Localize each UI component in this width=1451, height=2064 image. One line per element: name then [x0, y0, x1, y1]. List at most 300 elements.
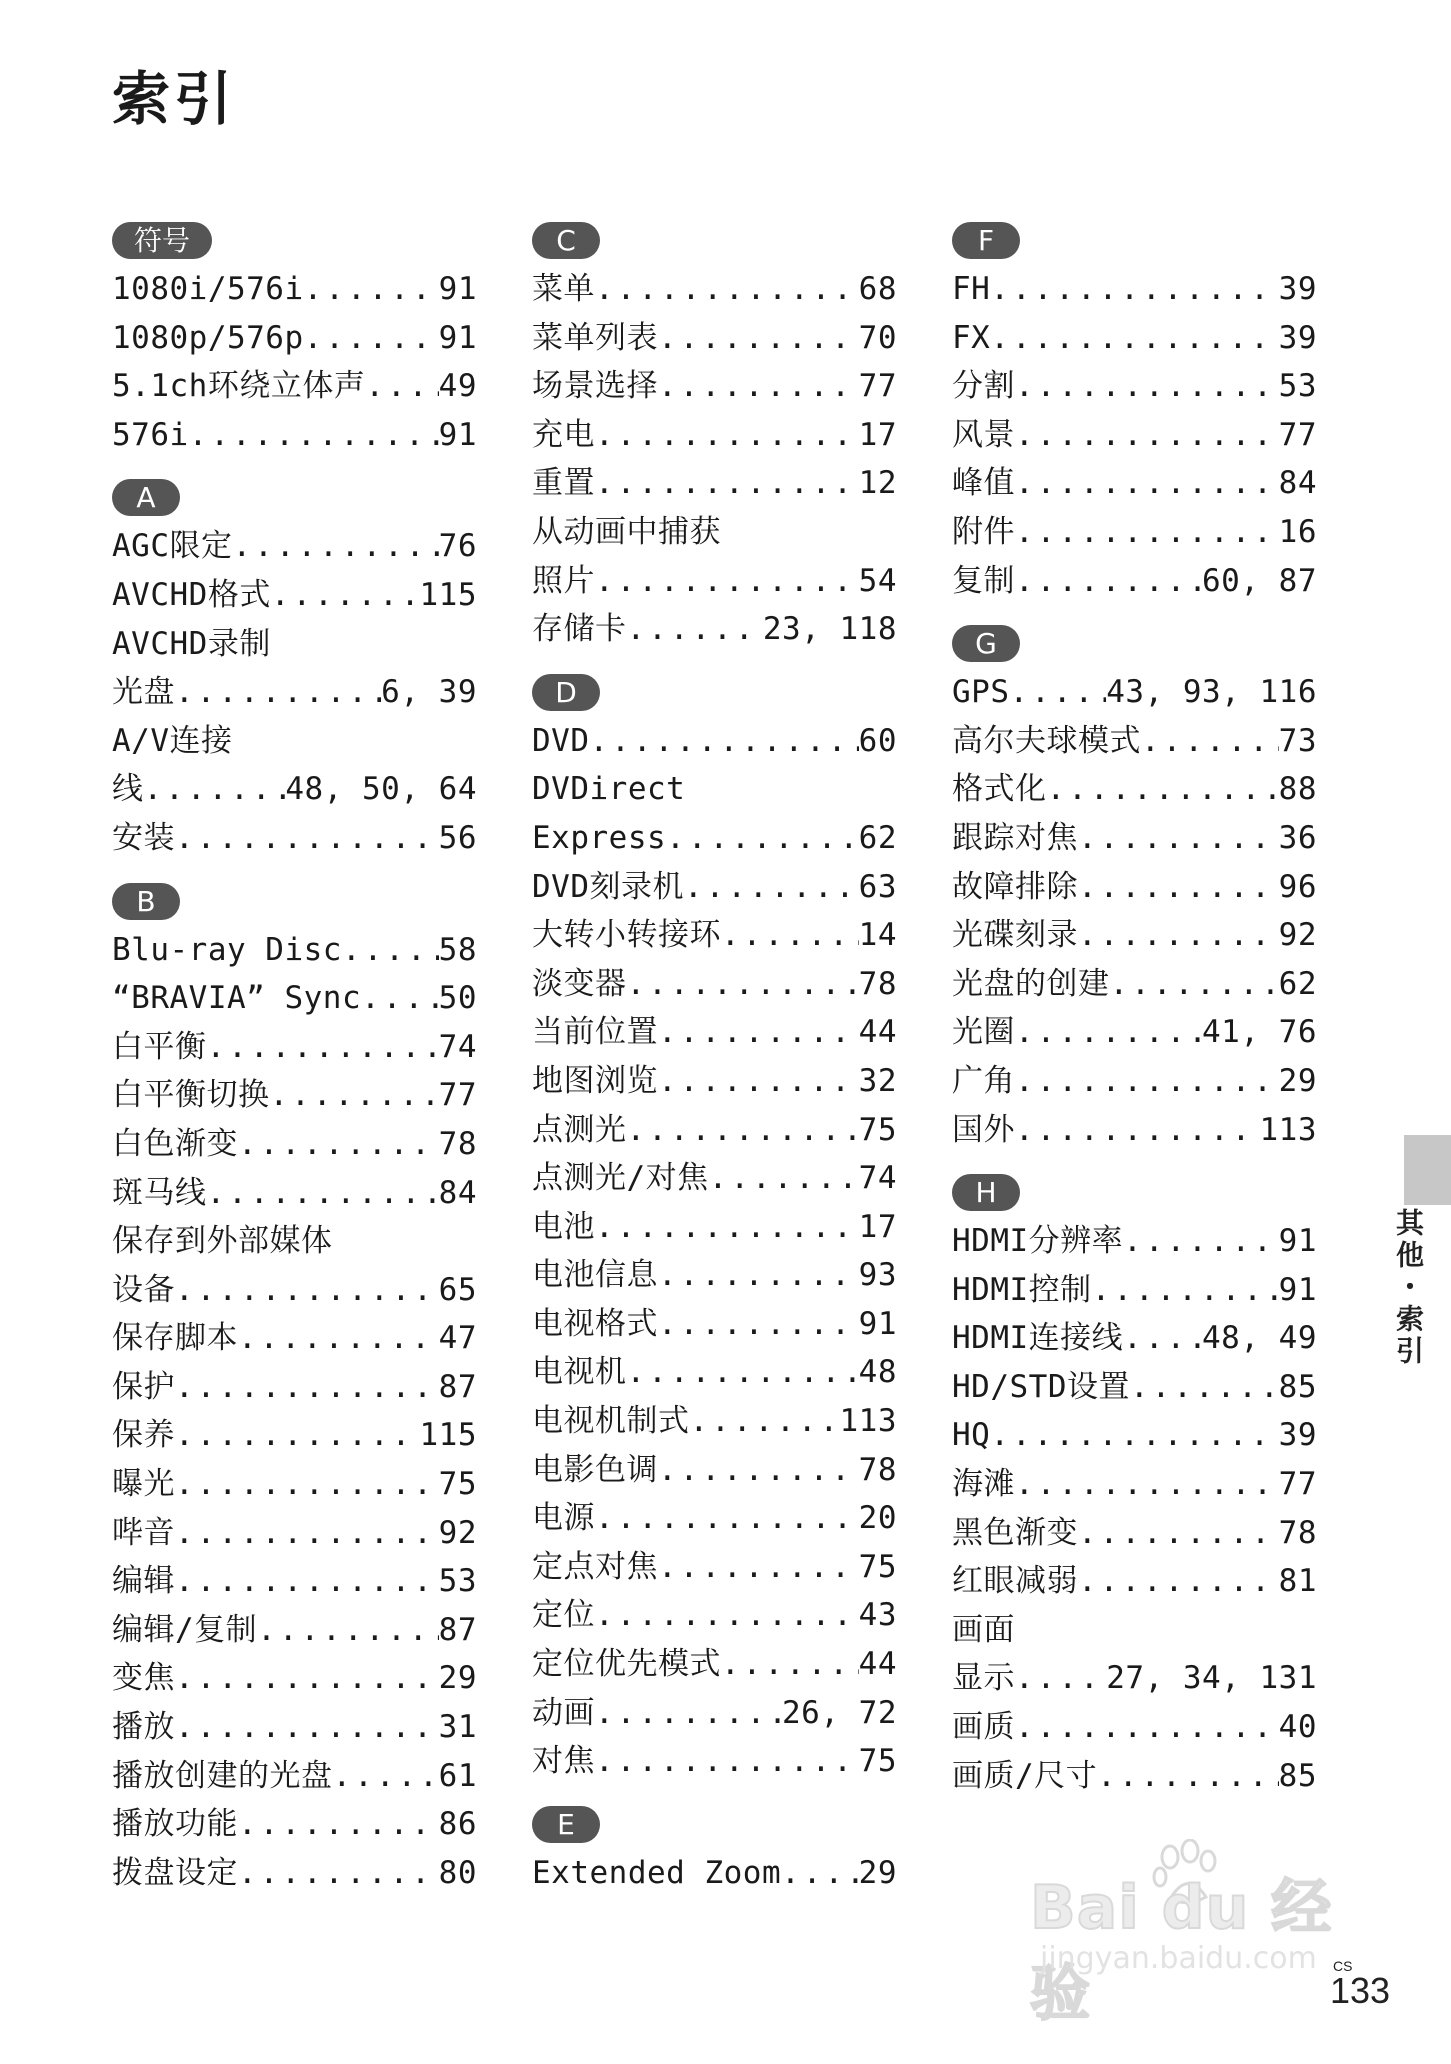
entry-page-ref: 26, 72 — [782, 1694, 897, 1731]
index-entry — [112, 265, 477, 314]
entry-row — [112, 571, 477, 620]
entry-term: 白色渐变 — [112, 1125, 238, 1162]
entry-page-ref: 53 — [1278, 368, 1317, 405]
dot-leader — [1015, 1008, 1202, 1057]
entry-row — [112, 1800, 477, 1849]
index-section — [532, 674, 897, 1786]
entry-row — [952, 314, 1317, 363]
index-entry — [952, 1411, 1317, 1460]
entry-page-ref: 39 — [1278, 319, 1317, 356]
entry-row — [952, 1106, 1317, 1155]
entry-term: 重置 — [532, 465, 595, 502]
entry-page-ref: 6, 39 — [381, 674, 477, 711]
entry-page-ref: 75 — [858, 1548, 897, 1585]
index-entry — [532, 1397, 897, 1446]
index-entry — [112, 1217, 477, 1314]
index-entry — [532, 1689, 897, 1738]
dot-leader — [595, 1203, 859, 1252]
dot-leader — [1092, 1266, 1279, 1315]
dot-leader — [595, 265, 859, 314]
entry-term: DVD刻录机 — [532, 868, 684, 905]
entry-row — [532, 717, 897, 766]
entry-row — [112, 1023, 477, 1072]
entry-row — [952, 557, 1317, 606]
entry-page-ref: 78 — [858, 965, 897, 1002]
index-entry — [532, 459, 897, 508]
entry-term: 照片 — [532, 562, 595, 599]
entry-row — [112, 1071, 477, 1120]
index-section — [112, 222, 477, 459]
entry-row — [952, 863, 1317, 912]
entry-term: 电视格式 — [532, 1305, 658, 1342]
entry-term: 编辑/复制 — [112, 1611, 258, 1648]
entry-row — [952, 1008, 1317, 1057]
entry-term: 当前位置 — [532, 1014, 658, 1051]
entry-term: 电源 — [532, 1500, 595, 1537]
index-entry — [952, 1217, 1317, 1266]
dot-leader — [595, 459, 859, 508]
dot-leader — [1015, 411, 1279, 460]
dot-leader — [658, 1057, 859, 1106]
entry-term: 定点对焦 — [532, 1548, 658, 1585]
dot-leader — [175, 814, 439, 863]
entry-row — [112, 1266, 477, 1315]
entry-term: 广角 — [952, 1062, 1015, 1099]
index-entry — [952, 717, 1317, 766]
index-entry — [952, 1057, 1317, 1106]
entry-term: 光盘 — [112, 674, 175, 711]
entry-row — [532, 960, 897, 1009]
entry-page-ref: 80 — [438, 1854, 477, 1891]
entry-term: 播放 — [112, 1709, 175, 1746]
entry-term: 保养 — [112, 1417, 175, 1454]
entry-page-ref: 91 — [438, 271, 477, 307]
entry-page-ref: 23, 118 — [762, 611, 897, 648]
entry-row — [952, 1460, 1317, 1509]
entry-term: GPS — [952, 674, 1010, 711]
dot-leader — [1123, 1217, 1279, 1266]
dot-leader — [1015, 508, 1279, 557]
entry-row — [952, 1654, 1317, 1703]
entry-term: 电视机制式 — [532, 1403, 690, 1440]
entry-page-ref: 92 — [438, 1514, 477, 1551]
index-entry — [112, 1411, 477, 1460]
index-entry — [112, 411, 477, 460]
index-entry — [952, 863, 1317, 912]
entry-row — [952, 717, 1317, 766]
dot-leader — [721, 1640, 859, 1689]
index-entry — [112, 522, 477, 571]
entry-row — [532, 1251, 897, 1300]
entry-row — [532, 1348, 897, 1397]
entry-row — [112, 1557, 477, 1606]
entry-term: 地图浏览 — [532, 1062, 658, 1099]
index-entry — [532, 1591, 897, 1640]
entry-row — [112, 1169, 477, 1218]
dot-leader — [1015, 362, 1279, 411]
index-section — [952, 222, 1317, 605]
entry-row — [112, 1509, 477, 1558]
entry-term: 白平衡 — [112, 1028, 207, 1065]
entry-row — [532, 1543, 897, 1592]
entry-page-ref: 62 — [1278, 965, 1317, 1002]
entry-term: 保存脚本 — [112, 1320, 238, 1357]
index-entry — [952, 1363, 1317, 1412]
entry-term: 跟踪对焦 — [952, 819, 1078, 856]
index-entry — [532, 362, 897, 411]
entry-page-ref: 12 — [858, 465, 897, 502]
index-entry — [952, 362, 1317, 411]
entry-page-ref: 91 — [1278, 1271, 1317, 1308]
dot-leader — [175, 1509, 439, 1558]
entry-term: 大转小转接环 — [532, 917, 721, 954]
entry-page-ref: 86 — [438, 1806, 477, 1843]
entry-page-ref: 85 — [1278, 1757, 1317, 1794]
dot-leader — [207, 1023, 439, 1072]
entry-term: 播放创建的光盘 — [112, 1757, 333, 1794]
entry-term: 格式化 — [952, 771, 1047, 808]
entry-row — [112, 1654, 477, 1703]
index-entry — [532, 1154, 897, 1203]
dot-leader — [1078, 1557, 1279, 1606]
entry-term: 画质 — [952, 1709, 1015, 1746]
index-entry — [112, 1120, 477, 1169]
entry-term: AVCHD格式 — [112, 576, 271, 613]
index-column-2 — [532, 222, 897, 1917]
dot-leader — [175, 1557, 439, 1606]
entry-row — [112, 1752, 477, 1801]
entry-page-ref: 50 — [438, 980, 477, 1017]
entry-page-ref: 70 — [858, 319, 897, 356]
entry-term-line: 画面 — [952, 1611, 1015, 1648]
index-entry — [952, 1106, 1317, 1155]
dot-leader — [257, 1606, 439, 1655]
page-title: 索引 — [112, 65, 237, 133]
entry-page-ref: 78 — [858, 1451, 897, 1488]
entry-row — [532, 411, 897, 460]
dot-leader — [627, 1106, 859, 1155]
index-entry — [532, 265, 897, 314]
entry-term: 国外 — [952, 1111, 1015, 1148]
entry-page-ref: 81 — [1278, 1563, 1317, 1600]
dot-leader — [342, 926, 439, 975]
side-tab — [1404, 1135, 1451, 1205]
entry-page-ref: 27, 34, 131 — [1106, 1660, 1317, 1697]
entry-term: 电影色调 — [532, 1451, 658, 1488]
dot-leader — [1015, 459, 1279, 508]
entry-row — [112, 362, 477, 411]
index-entry — [532, 765, 897, 862]
entry-row — [952, 1557, 1317, 1606]
entry-row — [112, 1606, 477, 1655]
entry-page-ref: 14 — [858, 917, 897, 954]
entry-row — [532, 557, 897, 606]
index-entry — [532, 1251, 897, 1300]
dot-leader — [175, 668, 381, 717]
entry-term: AGC限定 — [112, 528, 233, 565]
entry-page-ref: 115 — [419, 576, 477, 613]
entry-row — [952, 265, 1317, 314]
section-heading-badge: B — [112, 883, 180, 920]
dot-leader — [175, 1363, 439, 1412]
entry-term: 菜单 — [532, 271, 595, 307]
index-entry — [532, 1203, 897, 1252]
dot-leader — [1015, 1057, 1279, 1106]
entry-row — [112, 1363, 477, 1412]
entry-page-ref: 32 — [858, 1062, 897, 1099]
index-section — [112, 479, 477, 862]
entry-row — [532, 362, 897, 411]
entry-term: 光盘的创建 — [952, 965, 1110, 1002]
index-column-3 — [952, 222, 1317, 1820]
entry-page-ref: 65 — [438, 1271, 477, 1308]
dot-leader — [590, 717, 859, 766]
index-entry — [112, 1849, 477, 1898]
dot-leader — [238, 1800, 439, 1849]
entry-page-ref: 84 — [438, 1174, 477, 1211]
dot-leader — [238, 1120, 439, 1169]
dot-leader — [627, 605, 763, 654]
entry-term: 场景选择 — [532, 368, 658, 405]
entry-term: 白平衡切换 — [112, 1077, 270, 1114]
entry-page-ref: 75 — [858, 1111, 897, 1148]
index-entry — [532, 1640, 897, 1689]
entry-term: 点测光/对焦 — [532, 1160, 709, 1197]
entry-term: 对焦 — [532, 1743, 595, 1780]
dot-leader — [1015, 1460, 1279, 1509]
index-entry — [952, 911, 1317, 960]
dot-leader — [175, 1654, 439, 1703]
index-entry — [112, 571, 477, 620]
dot-leader — [144, 765, 286, 814]
entry-term: 黑色渐变 — [952, 1514, 1078, 1551]
dot-leader — [175, 1266, 439, 1315]
entry-row — [952, 459, 1317, 508]
entry-page-ref: 77 — [1278, 1466, 1317, 1503]
entry-term-line: DVDirect — [532, 771, 686, 808]
index-entry — [532, 1494, 897, 1543]
dot-leader — [1141, 717, 1279, 766]
entry-term: 故障排除 — [952, 868, 1078, 905]
dot-leader — [666, 814, 859, 863]
entry-page-ref: 93 — [858, 1257, 897, 1294]
entry-term: 附件 — [952, 513, 1015, 550]
entry-term: 光圈 — [952, 1014, 1015, 1051]
index-entry — [112, 314, 477, 363]
entry-row — [532, 265, 897, 314]
entry-page-ref: 92 — [1278, 917, 1317, 954]
entry-row — [952, 1266, 1317, 1315]
entry-row — [952, 1703, 1317, 1752]
index-entry — [532, 717, 897, 766]
section-heading-badge: C — [532, 222, 600, 259]
entry-page-ref: 60 — [858, 722, 897, 759]
entry-page-ref: 17 — [858, 1208, 897, 1245]
entry-term: 淡变器 — [532, 965, 627, 1002]
index-entry — [112, 1169, 477, 1218]
entry-term: FH — [952, 271, 991, 307]
entry-row — [532, 1849, 897, 1898]
entry-page-ref: 43 — [858, 1597, 897, 1634]
entry-page-ref: 113 — [839, 1403, 897, 1440]
entry-page-ref: 54 — [858, 562, 897, 599]
entry-row — [532, 1154, 897, 1203]
entry-page-ref: 31 — [438, 1709, 477, 1746]
entry-term: 变焦 — [112, 1660, 175, 1697]
dot-leader — [658, 1300, 859, 1349]
entry-term: 1080i/576i — [112, 271, 304, 307]
dot-leader — [1130, 1363, 1279, 1412]
entry-page-ref: 77 — [438, 1077, 477, 1114]
entry-term-line: AVCHD录制 — [112, 625, 271, 662]
index-entry — [532, 314, 897, 363]
entry-page-ref: 73 — [1278, 722, 1317, 759]
entry-term: 设备 — [112, 1271, 175, 1308]
entry-row — [952, 1057, 1317, 1106]
entry-page-ref: 115 — [419, 1417, 477, 1454]
entry-page-ref: 84 — [1278, 465, 1317, 502]
entry-term: 电池信息 — [532, 1257, 658, 1294]
entry-row — [952, 911, 1317, 960]
entry-page-ref: 88 — [1278, 771, 1317, 808]
index-entry — [952, 765, 1317, 814]
index-entry — [112, 1071, 477, 1120]
dot-leader — [304, 265, 439, 314]
dot-leader — [1078, 814, 1279, 863]
section-heading-badge: G — [952, 625, 1020, 662]
watermark — [1030, 1845, 1360, 2029]
index-entry — [952, 1314, 1317, 1363]
dot-leader — [1015, 1703, 1279, 1752]
dot-leader — [175, 1703, 439, 1752]
entry-term: 定位 — [532, 1597, 595, 1634]
entry-page-ref: 62 — [858, 819, 897, 856]
index-entry — [952, 814, 1317, 863]
entry-term: 576i — [112, 416, 189, 453]
entry-page-ref: 78 — [1278, 1514, 1317, 1551]
index-column-1 — [112, 222, 477, 1917]
entry-term: 复制 — [952, 562, 1015, 599]
dot-leader — [1015, 1654, 1106, 1703]
index-entry — [532, 1737, 897, 1786]
entry-row — [532, 814, 897, 863]
dot-leader — [690, 1397, 840, 1446]
index-section — [112, 883, 477, 1898]
index-entry — [112, 1023, 477, 1072]
entry-row — [952, 814, 1317, 863]
entry-row — [532, 1640, 897, 1689]
section-heading-badge: F — [952, 222, 1020, 259]
entry-page-ref: 61 — [438, 1757, 477, 1794]
entry-term: 分割 — [952, 368, 1015, 405]
index-entry — [112, 1557, 477, 1606]
dot-leader — [990, 1411, 1278, 1460]
entry-row — [532, 911, 897, 960]
dot-leader — [595, 1591, 859, 1640]
entry-page-ref: 60, 87 — [1202, 562, 1317, 599]
section-heading-badge: D — [532, 674, 600, 711]
entry-row — [952, 1217, 1317, 1266]
entry-term: “BRAVIA” Sync — [112, 980, 362, 1017]
index-entry — [532, 863, 897, 912]
entry-row — [532, 1008, 897, 1057]
entry-page-ref: 41, 76 — [1202, 1014, 1317, 1051]
index-entry — [532, 508, 897, 605]
entry-row — [952, 508, 1317, 557]
dot-leader — [304, 314, 439, 363]
entry-term: 安装 — [112, 819, 175, 856]
page-number: 133 — [1330, 1970, 1391, 2011]
dot-leader — [595, 1689, 782, 1738]
index-entry — [532, 960, 897, 1009]
entry-page-ref: 49 — [438, 368, 477, 405]
index-entry — [952, 1460, 1317, 1509]
index-entry — [112, 974, 477, 1023]
index-entry — [112, 926, 477, 975]
dot-leader — [990, 265, 1278, 314]
entry-row — [952, 1411, 1317, 1460]
entry-page-ref: 20 — [858, 1500, 897, 1537]
index-entry — [112, 1363, 477, 1412]
index-entry — [952, 557, 1317, 606]
entry-term: 定位优先模式 — [532, 1646, 721, 1683]
index-entry — [532, 1849, 897, 1898]
entry-page-ref: 77 — [858, 368, 897, 405]
entry-term: Blu-ray Disc — [112, 931, 342, 968]
index-entry — [952, 1557, 1317, 1606]
index-entry — [532, 1057, 897, 1106]
entry-row — [112, 926, 477, 975]
index-entry — [112, 814, 477, 863]
entry-row — [952, 1314, 1317, 1363]
entry-term: 5.1ch环绕立体声 — [112, 368, 366, 405]
index-entry — [532, 411, 897, 460]
dot-leader — [175, 1460, 439, 1509]
dot-leader — [1047, 765, 1279, 814]
index-entry — [532, 1543, 897, 1592]
dot-leader — [233, 522, 439, 571]
entry-row — [112, 265, 477, 314]
index-entry — [112, 1314, 477, 1363]
entry-term: 1080p/576p — [112, 319, 304, 356]
dot-leader — [627, 1348, 859, 1397]
entry-term: 线 — [112, 771, 144, 808]
entry-term: HDMI控制 — [952, 1271, 1092, 1308]
index-entry — [532, 1300, 897, 1349]
entry-page-ref: 87 — [438, 1611, 477, 1648]
entry-page-ref: 53 — [438, 1563, 477, 1600]
entry-row — [112, 765, 477, 814]
entry-row — [112, 1460, 477, 1509]
dot-leader — [1010, 668, 1107, 717]
section-heading-badge: 符号 — [112, 222, 212, 259]
index-entry — [112, 1752, 477, 1801]
entry-row — [952, 668, 1317, 717]
entry-term: 红眼减弱 — [952, 1563, 1078, 1600]
entry-row — [112, 1314, 477, 1363]
dot-leader — [709, 1154, 859, 1203]
entry-page-ref: 43, 93, 116 — [1106, 674, 1317, 711]
index-entry — [952, 960, 1317, 1009]
entry-term: HD/STD设置 — [952, 1368, 1130, 1405]
entry-row — [532, 1737, 897, 1786]
entry-row — [952, 1752, 1317, 1801]
index-entry — [112, 1800, 477, 1849]
dot-leader — [189, 411, 439, 460]
dot-leader — [595, 411, 859, 460]
index-entry — [952, 411, 1317, 460]
entry-term: HDMI分辨率 — [952, 1223, 1124, 1260]
